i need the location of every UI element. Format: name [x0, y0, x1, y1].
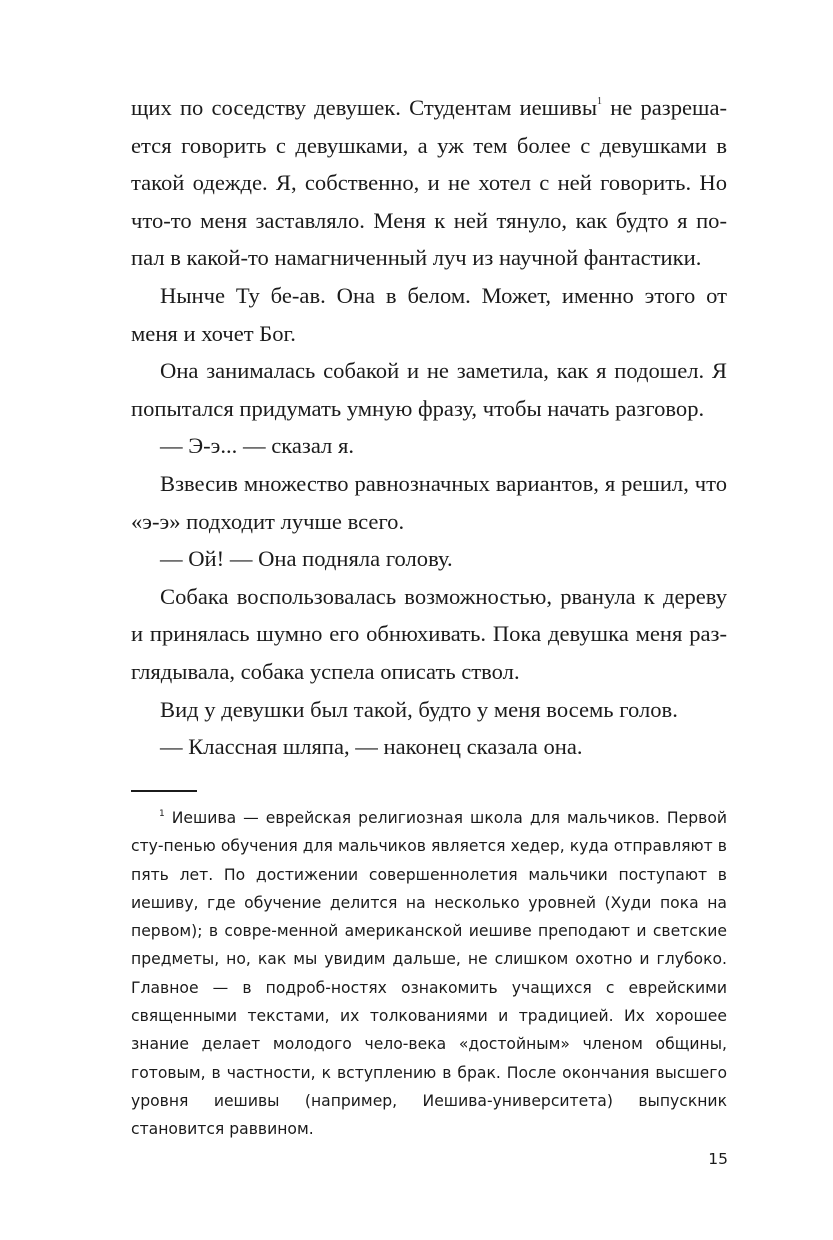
paragraph-5: Взвесив множество равнозначных вариантов, я решил, что «э-э» подходит лучше всего.: [131, 470, 727, 534]
footnote-text: Иешива — еврейская религиозная школа для мальчиков. Первой сту-пенью обучения для мальчиков является хедер, куда отправляют в пять лет. По достижении совершеннолетия мальчики поступают в иешиву, где обучение делится на несколько уровней (Худи пока на первом); в совре-менной американской иешиве преподают и светские предметы, но, как мы увидим дальше, не слишком охотно и глубоко. Главное — в подроб-ностях ознакомить учащихся с еврейскими священными текстами, их толкованиями и традицией. Их хорошее знание делает молодого чело-века «достойным» членом общины, готовым, в частности, к вступлению в брак. После окончания высшего уровня иешивы (например, Иешива-университета) выпускник становится раввином.: [131, 809, 727, 1139]
paragraph-2: Нынче Ту бе-ав. Она в белом. Может, именно этого от меня и хочет Бог.: [131, 282, 727, 346]
footnote-marker: 1: [159, 809, 165, 819]
paragraph-9: — Классная шляпа, — наконец сказала она.: [160, 734, 583, 760]
paragraph-7: Собака воспользовалась возможностью, рванула к дереву и принялась шумно его обнюхивать. Пока девушка меня раз-глядывала, собака успела описать ствол.: [131, 583, 727, 684]
paragraph-4: — Э-э... — сказал я.: [160, 433, 355, 459]
footnote: [131, 804, 727, 1144]
main-text: [131, 89, 727, 766]
paragraph-1: щих по соседству девушек. Студентам иешивы$^1$ не разреша-ется говорить с девушками, а уж тем более с девушками в такой одежде. Я, собственно, и не хотел с ней говорить. Но что-то меня заставляло. Меня к ней тянуло, как будто я по-пал в какой-то намагниченный луч из научной фантастики.: [131, 95, 727, 271]
footnote-paragraph: [131, 804, 727, 1144]
footnote-divider: [131, 790, 197, 792]
paragraph-8: Вид у девушки был такой, будто у меня восемь голов.: [160, 696, 678, 722]
page-number: 15: [708, 1150, 728, 1168]
paragraph-6: — Ой! — Она подняла голову.: [160, 546, 453, 572]
paragraph-3: Она занималась собакой и не заметила, как я подошел. Я попытался придумать умную фразу, чтобы начать разговор.: [131, 358, 727, 421]
footnote-reference[interactable]: 1: [597, 96, 603, 107]
